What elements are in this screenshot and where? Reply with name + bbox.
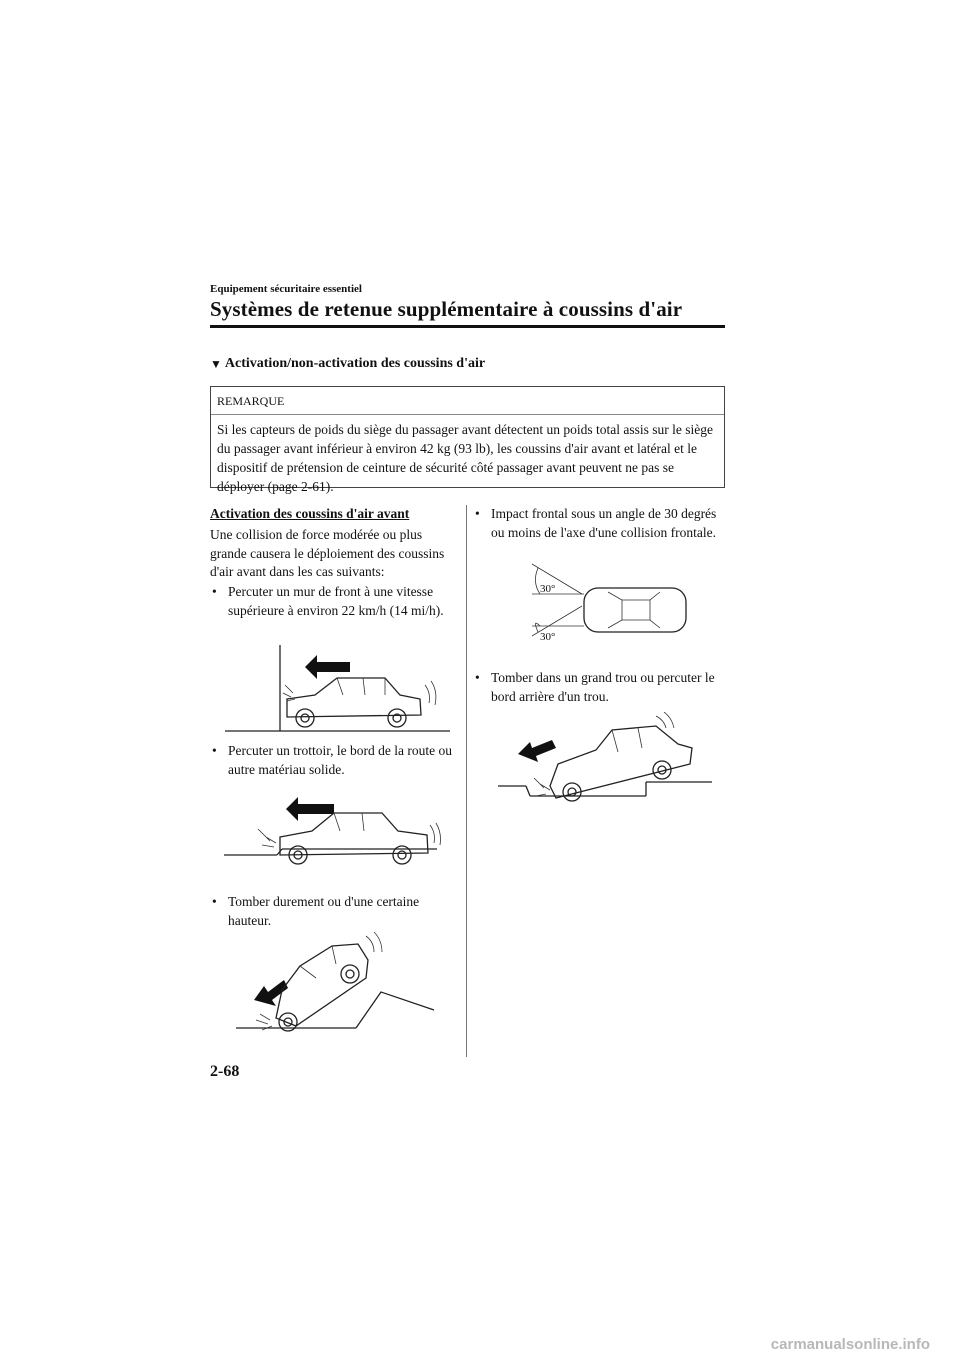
bullet-icon: • (475, 506, 480, 521)
section-label: Equipement sécuritaire essentiel (210, 283, 362, 295)
list-item (210, 742, 460, 779)
list-item (473, 505, 725, 542)
watermark: carmanualsonline.info (770, 1336, 930, 1353)
list-item (473, 669, 725, 706)
hole-drop-illustration (496, 712, 716, 807)
note-label: REMARQUE (217, 394, 285, 408)
list-item-text: Tomber durement ou d'une certaine hauteur. (228, 894, 420, 928)
bullet-icon: • (212, 743, 217, 758)
list-item-text: Impact frontal sous un angle de 30 degrés ou moins de l'axe d'une collision frontale. (491, 506, 717, 540)
title-rule (210, 325, 725, 328)
subheading (210, 356, 485, 372)
left-heading: Activation des coussins d'air avant (210, 506, 410, 521)
subheading-text: Activation/non-activation des coussins d'air (224, 356, 486, 371)
bullet-icon: • (475, 670, 480, 685)
bullet-icon: • (212, 584, 217, 599)
page-number: 2-68 (210, 1063, 240, 1080)
list-item (210, 893, 460, 930)
list-item-text: Percuter un mur de front à une vitesse supérieure à environ 22 km/h (14 mi/h). (228, 584, 444, 618)
list-item-text: Tomber dans un grand trou ou percuter le bord arrière d'un trou. (491, 670, 715, 704)
curb-impact-illustration (222, 795, 442, 875)
note-text: Si les capteurs de poids du siège du passager avant détectent un poids total assis sur le siège du passager avant inférieur à environ 42 kg (93 lb), les coussins d'air avant et latéral et le dispositif de prétension de ceinture de sécurité côté passager avant peuvent ne pas se déployer (page 2-61). (217, 422, 714, 494)
list-item (210, 583, 460, 620)
column-divider (466, 505, 467, 1057)
note-divider (211, 414, 724, 415)
hard-drop-illustration (236, 930, 436, 1035)
triangle-down-icon: ▼ (210, 356, 222, 371)
angle-label-top: 30° (540, 583, 556, 595)
list-item-text: Percuter un trottoir, le bord de la route ou autre matériau solide. (228, 743, 453, 777)
wall-impact-illustration (225, 645, 455, 735)
frontal-angle-illustration (500, 560, 700, 650)
bullet-icon: • (212, 894, 217, 909)
angle-label-bottom: 30° (540, 631, 556, 643)
left-intro: Une collision de force modérée ou plus grande causera le déploiement des coussins d'air avant dans les cas suivants: (210, 527, 445, 579)
note-box (210, 386, 725, 494)
page-title: Systèmes de retenue supplémentaire à coussins d'air (210, 297, 683, 321)
